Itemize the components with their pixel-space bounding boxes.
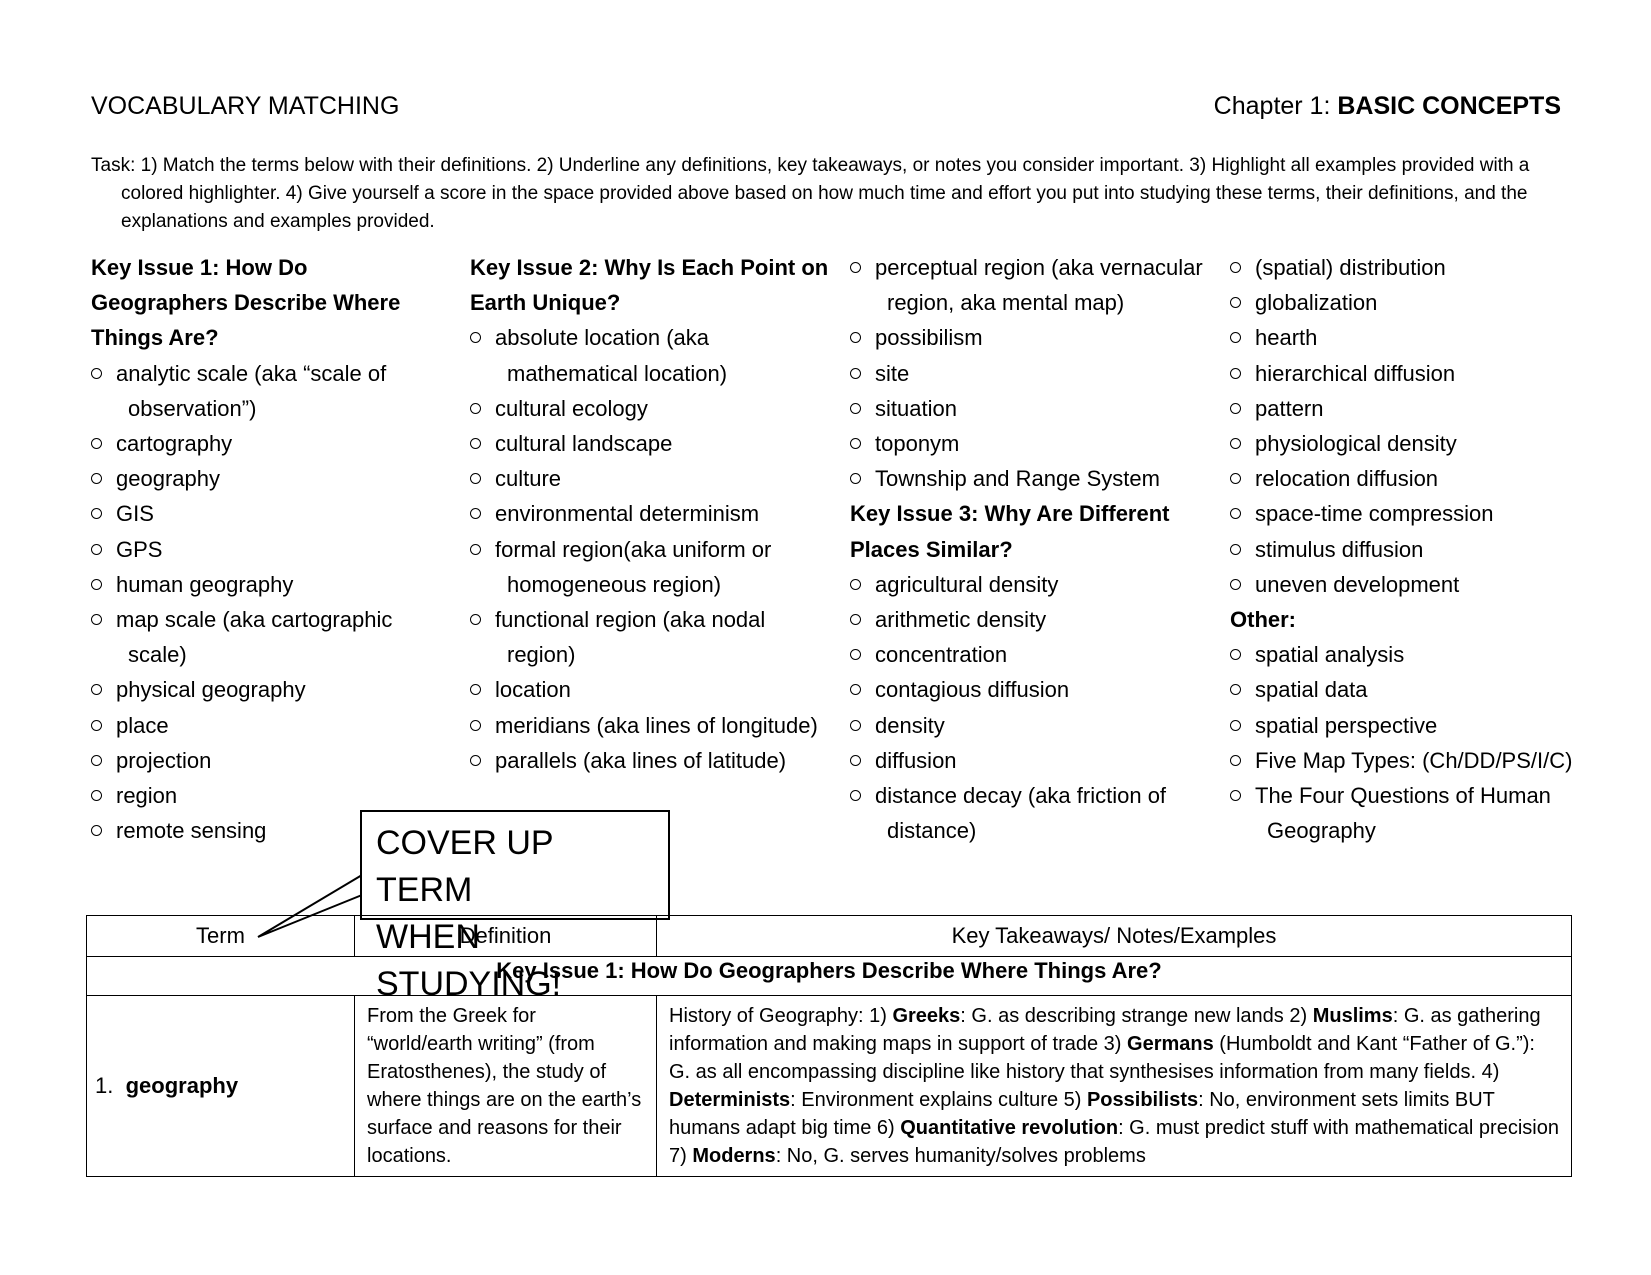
- circle-bullet-icon: [850, 649, 861, 660]
- term-item: [91, 708, 421, 743]
- term-item: [91, 567, 421, 602]
- circle-bullet-icon: [1230, 438, 1241, 449]
- chapter-title: [1214, 92, 1561, 121]
- term-item: [1230, 320, 1590, 355]
- term-label: globalization: [1255, 290, 1378, 316]
- circle-bullet-icon: [91, 684, 102, 695]
- term-item: [1230, 778, 1590, 848]
- term-item: [850, 637, 1210, 672]
- term-label: Five Map Types: (Ch/DD/PS/I/C): [1255, 747, 1573, 773]
- circle-bullet-icon: [91, 508, 102, 519]
- term-label: Township and Range System: [875, 466, 1160, 492]
- term-item: [850, 743, 1210, 778]
- term-item: [1230, 391, 1590, 426]
- circle-bullet-icon: [850, 332, 861, 343]
- circle-bullet-icon: [850, 720, 861, 731]
- term-label: culture: [495, 466, 562, 492]
- term-label: human geography: [116, 571, 294, 597]
- term-item: [1230, 567, 1590, 602]
- term-item: [470, 602, 830, 672]
- term-column-2: [470, 250, 830, 778]
- term-label: spatial analysis: [1255, 642, 1405, 668]
- term-item: [1230, 356, 1590, 391]
- circle-bullet-icon: [91, 720, 102, 731]
- term-item: [91, 356, 421, 426]
- table-row: [87, 996, 1572, 1177]
- circle-bullet-icon: [1230, 720, 1241, 731]
- circle-bullet-icon: [470, 544, 481, 555]
- term-item: [1230, 637, 1590, 672]
- callout-line-1: COVER UP TERM: [376, 824, 553, 909]
- circle-bullet-icon: [1230, 684, 1241, 695]
- term-item: [470, 391, 830, 426]
- section-row: [87, 957, 1572, 996]
- term-label: site: [875, 360, 910, 386]
- notes-text: (Humboldt and Kant “Father of G.”): G. as all encompassing discipline like history that synthesises information from many fields. 4): [669, 1033, 1535, 1083]
- term-label: relocation diffusion: [1255, 466, 1439, 492]
- table-header-row: [87, 916, 1572, 957]
- vocabulary-table: [86, 915, 1572, 1177]
- term-item: [1230, 496, 1590, 531]
- header-definition: Definition: [355, 916, 657, 957]
- document-title: VOCABULARY MATCHING: [91, 92, 400, 120]
- term-label: cartography: [116, 431, 233, 457]
- circle-bullet-icon: [91, 579, 102, 590]
- term-label: hearth: [1255, 325, 1318, 351]
- term-item: [850, 778, 1210, 848]
- term-label: analytic scale (aka “scale of observation”): [116, 360, 387, 421]
- term-label: meridians (aka lines of longitude): [495, 712, 818, 738]
- term-item: [1230, 250, 1590, 285]
- term-item: [91, 496, 421, 531]
- circle-bullet-icon: [1230, 297, 1241, 308]
- circle-bullet-icon: [470, 332, 481, 343]
- circle-bullet-icon: [470, 684, 481, 695]
- circle-bullet-icon: [470, 403, 481, 414]
- circle-bullet-icon: [850, 790, 861, 801]
- notes-text: : No, environment sets limits BUT humans adapt big time 6): [669, 1089, 1495, 1139]
- notes-text: : G. must predict stuff with mathematical precision 7): [669, 1117, 1559, 1167]
- term-item: [470, 426, 830, 461]
- circle-bullet-icon: [1230, 332, 1241, 343]
- circle-bullet-icon: [850, 684, 861, 695]
- term-item: [850, 567, 1210, 602]
- term-label: cultural ecology: [495, 395, 648, 421]
- term-column-4: [1230, 250, 1590, 848]
- circle-bullet-icon: [850, 438, 861, 449]
- definition-cell: From the Greek for “world/earth writing” (from Eratosthenes), the study of where things are on the earth’s surface and reasons for their locations.: [355, 996, 657, 1177]
- circle-bullet-icon: [91, 790, 102, 801]
- key-issue-heading: Key Issue 3: Why Are Different Places Similar?: [850, 501, 1170, 562]
- callout-line-2: WHEN STUDYING!: [376, 918, 562, 1003]
- term-label: possibilism: [875, 325, 983, 351]
- term-item: [1230, 461, 1590, 496]
- notes-keyword: Moderns: [692, 1145, 776, 1167]
- term-item: [470, 743, 830, 778]
- notes-text: : No, G. serves humanity/solves problems: [775, 1145, 1146, 1167]
- notes-keyword: Possibilists: [1086, 1089, 1199, 1111]
- circle-bullet-icon: [1230, 579, 1241, 590]
- term-label: physiological density: [1255, 431, 1457, 457]
- term-label: geography: [116, 466, 220, 492]
- circle-bullet-icon: [91, 544, 102, 555]
- notes-keyword: Muslims: [1312, 1005, 1393, 1027]
- term-label: parallels (aka lines of latitude): [495, 747, 787, 773]
- circle-bullet-icon: [1230, 544, 1241, 555]
- term-number: 1.: [95, 1073, 114, 1098]
- term-item: [91, 426, 421, 461]
- term-label: map scale (aka cartographic scale): [116, 607, 393, 668]
- term-label: (spatial) distribution: [1255, 255, 1446, 280]
- circle-bullet-icon: [470, 720, 481, 731]
- notes-text: : G. as gathering information and making maps in support of trade 3): [669, 1005, 1541, 1055]
- term-label: cultural landscape: [495, 431, 673, 457]
- term-label: location: [495, 677, 571, 703]
- term-label: hierarchical diffusion: [1255, 360, 1456, 386]
- circle-bullet-icon: [470, 614, 481, 625]
- circle-bullet-icon: [470, 473, 481, 484]
- term-item: [470, 461, 830, 496]
- term-item: [470, 672, 830, 707]
- notes-text: : G. as describing strange new lands 2): [960, 1005, 1313, 1027]
- term-label: projection: [116, 747, 212, 773]
- notes-keyword: Determinists: [669, 1089, 791, 1111]
- term-label: remote sensing: [116, 818, 267, 844]
- term-item: [1230, 672, 1590, 707]
- circle-bullet-icon: [470, 755, 481, 766]
- circle-bullet-icon: [91, 438, 102, 449]
- term-item: [470, 496, 830, 531]
- chapter-name: BASIC CONCEPTS: [1337, 92, 1561, 120]
- term-item: [91, 778, 421, 813]
- circle-bullet-icon: [91, 473, 102, 484]
- term-item: [1230, 743, 1590, 778]
- term-label: absolute location (aka mathematical location): [495, 325, 728, 386]
- circle-bullet-icon: [1230, 403, 1241, 414]
- circle-bullet-icon: [1230, 508, 1241, 519]
- circle-bullet-icon: [1230, 649, 1241, 660]
- header-notes: Key Takeaways/ Notes/Examples: [657, 916, 1572, 957]
- header-term: Term: [87, 916, 355, 957]
- term-label: GPS: [116, 536, 163, 562]
- term-label: distance decay (aka friction of distance): [875, 783, 1167, 844]
- term-name: geography: [125, 1073, 239, 1098]
- term-label: uneven development: [1255, 571, 1460, 597]
- term-label: spatial data: [1255, 677, 1368, 703]
- term-label: environmental determinism: [495, 501, 760, 527]
- term-label: place: [116, 712, 169, 738]
- term-item: [91, 672, 421, 707]
- circle-bullet-icon: [1230, 473, 1241, 484]
- term-label: perceptual region (aka vernacular region, aka mental map): [875, 255, 1203, 316]
- term-label: arithmetic density: [875, 607, 1047, 633]
- circle-bullet-icon: [470, 508, 481, 519]
- notes-text: History of Geography: 1): [669, 1005, 893, 1027]
- circle-bullet-icon: [850, 579, 861, 590]
- term-item: [91, 602, 421, 672]
- term-label: diffusion: [875, 747, 957, 773]
- circle-bullet-icon: [850, 262, 861, 273]
- term-item: [1230, 285, 1590, 320]
- term-item: [1230, 532, 1590, 567]
- circle-bullet-icon: [470, 438, 481, 449]
- term-item: [470, 532, 830, 602]
- notes-keyword: Quantitative revolution: [900, 1117, 1119, 1139]
- term-label: concentration: [875, 642, 1008, 668]
- term-item: [91, 461, 421, 496]
- key-issue-heading: Key Issue 1: How Do Geographers Describe Where Things Are?: [91, 255, 401, 351]
- term-item: [850, 672, 1210, 707]
- circle-bullet-icon: [1230, 262, 1241, 273]
- circle-bullet-icon: [850, 473, 861, 484]
- term-label: GIS: [116, 501, 154, 527]
- chapter-prefix: Chapter 1:: [1213, 92, 1338, 120]
- term-label: formal region(aka uniform or homogeneous region): [495, 536, 772, 597]
- term-item: [850, 250, 1210, 320]
- term-label: pattern: [1255, 395, 1324, 421]
- term-label: region: [116, 783, 178, 809]
- notes-keyword: Greeks: [892, 1005, 961, 1027]
- term-label: functional region (aka nodal region): [495, 607, 766, 668]
- term-item: [470, 708, 830, 743]
- circle-bullet-icon: [91, 755, 102, 766]
- term-item: [850, 461, 1210, 496]
- notes-text: : Environment explains culture 5): [790, 1089, 1087, 1111]
- term-label: density: [875, 712, 945, 738]
- term-label: physical geography: [116, 677, 306, 703]
- circle-bullet-icon: [850, 614, 861, 625]
- term-item: [850, 708, 1210, 743]
- term-item: [91, 532, 421, 567]
- term-label: The Four Questions of Human Geography: [1255, 783, 1551, 844]
- term-item: [91, 743, 421, 778]
- term-column-1: [91, 250, 421, 848]
- circle-bullet-icon: [91, 614, 102, 625]
- key-issue-heading: Other:: [1230, 607, 1296, 633]
- term-column-3: [850, 250, 1210, 848]
- section-title: Key Issue 1: How Do Geographers Describe Where Things Are?: [87, 957, 1572, 996]
- circle-bullet-icon: [850, 403, 861, 414]
- task-text: Task: 1) Match the terms below with their definitions. 2) Underline any definitions, key takeaways, or notes you consider important. 3) Highlight all examples provided with a colored highlighter. 4) Give yourself a score in the space provided above based on how much time and effort you put into studying these terms, their definitions, and the explanations and examples provided.: [91, 155, 1530, 232]
- term-item: [850, 426, 1210, 461]
- term-label: toponym: [875, 431, 960, 457]
- task-instructions: [91, 152, 1571, 236]
- circle-bullet-icon: [1230, 368, 1241, 379]
- term-item: [1230, 708, 1590, 743]
- term-item: [850, 391, 1210, 426]
- circle-bullet-icon: [850, 368, 861, 379]
- circle-bullet-icon: [91, 368, 102, 379]
- term-cell: [87, 996, 355, 1177]
- term-label: stimulus diffusion: [1255, 536, 1424, 562]
- notes-keyword: Germans: [1127, 1033, 1214, 1055]
- circle-bullet-icon: [850, 755, 861, 766]
- term-item: [850, 602, 1210, 637]
- term-label: contagious diffusion: [875, 677, 1070, 703]
- term-label: situation: [875, 395, 957, 421]
- term-item: [850, 356, 1210, 391]
- term-label: space-time compression: [1255, 501, 1494, 527]
- term-item: [850, 320, 1210, 355]
- term-item: [470, 320, 830, 390]
- term-item: [1230, 426, 1590, 461]
- term-label: spatial perspective: [1255, 712, 1438, 738]
- key-issue-heading: Key Issue 2: Why Is Each Point on Earth Unique?: [470, 255, 829, 316]
- notes-cell: [657, 996, 1572, 1177]
- circle-bullet-icon: [1230, 755, 1241, 766]
- circle-bullet-icon: [91, 825, 102, 836]
- circle-bullet-icon: [1230, 790, 1241, 801]
- term-label: agricultural density: [875, 571, 1059, 597]
